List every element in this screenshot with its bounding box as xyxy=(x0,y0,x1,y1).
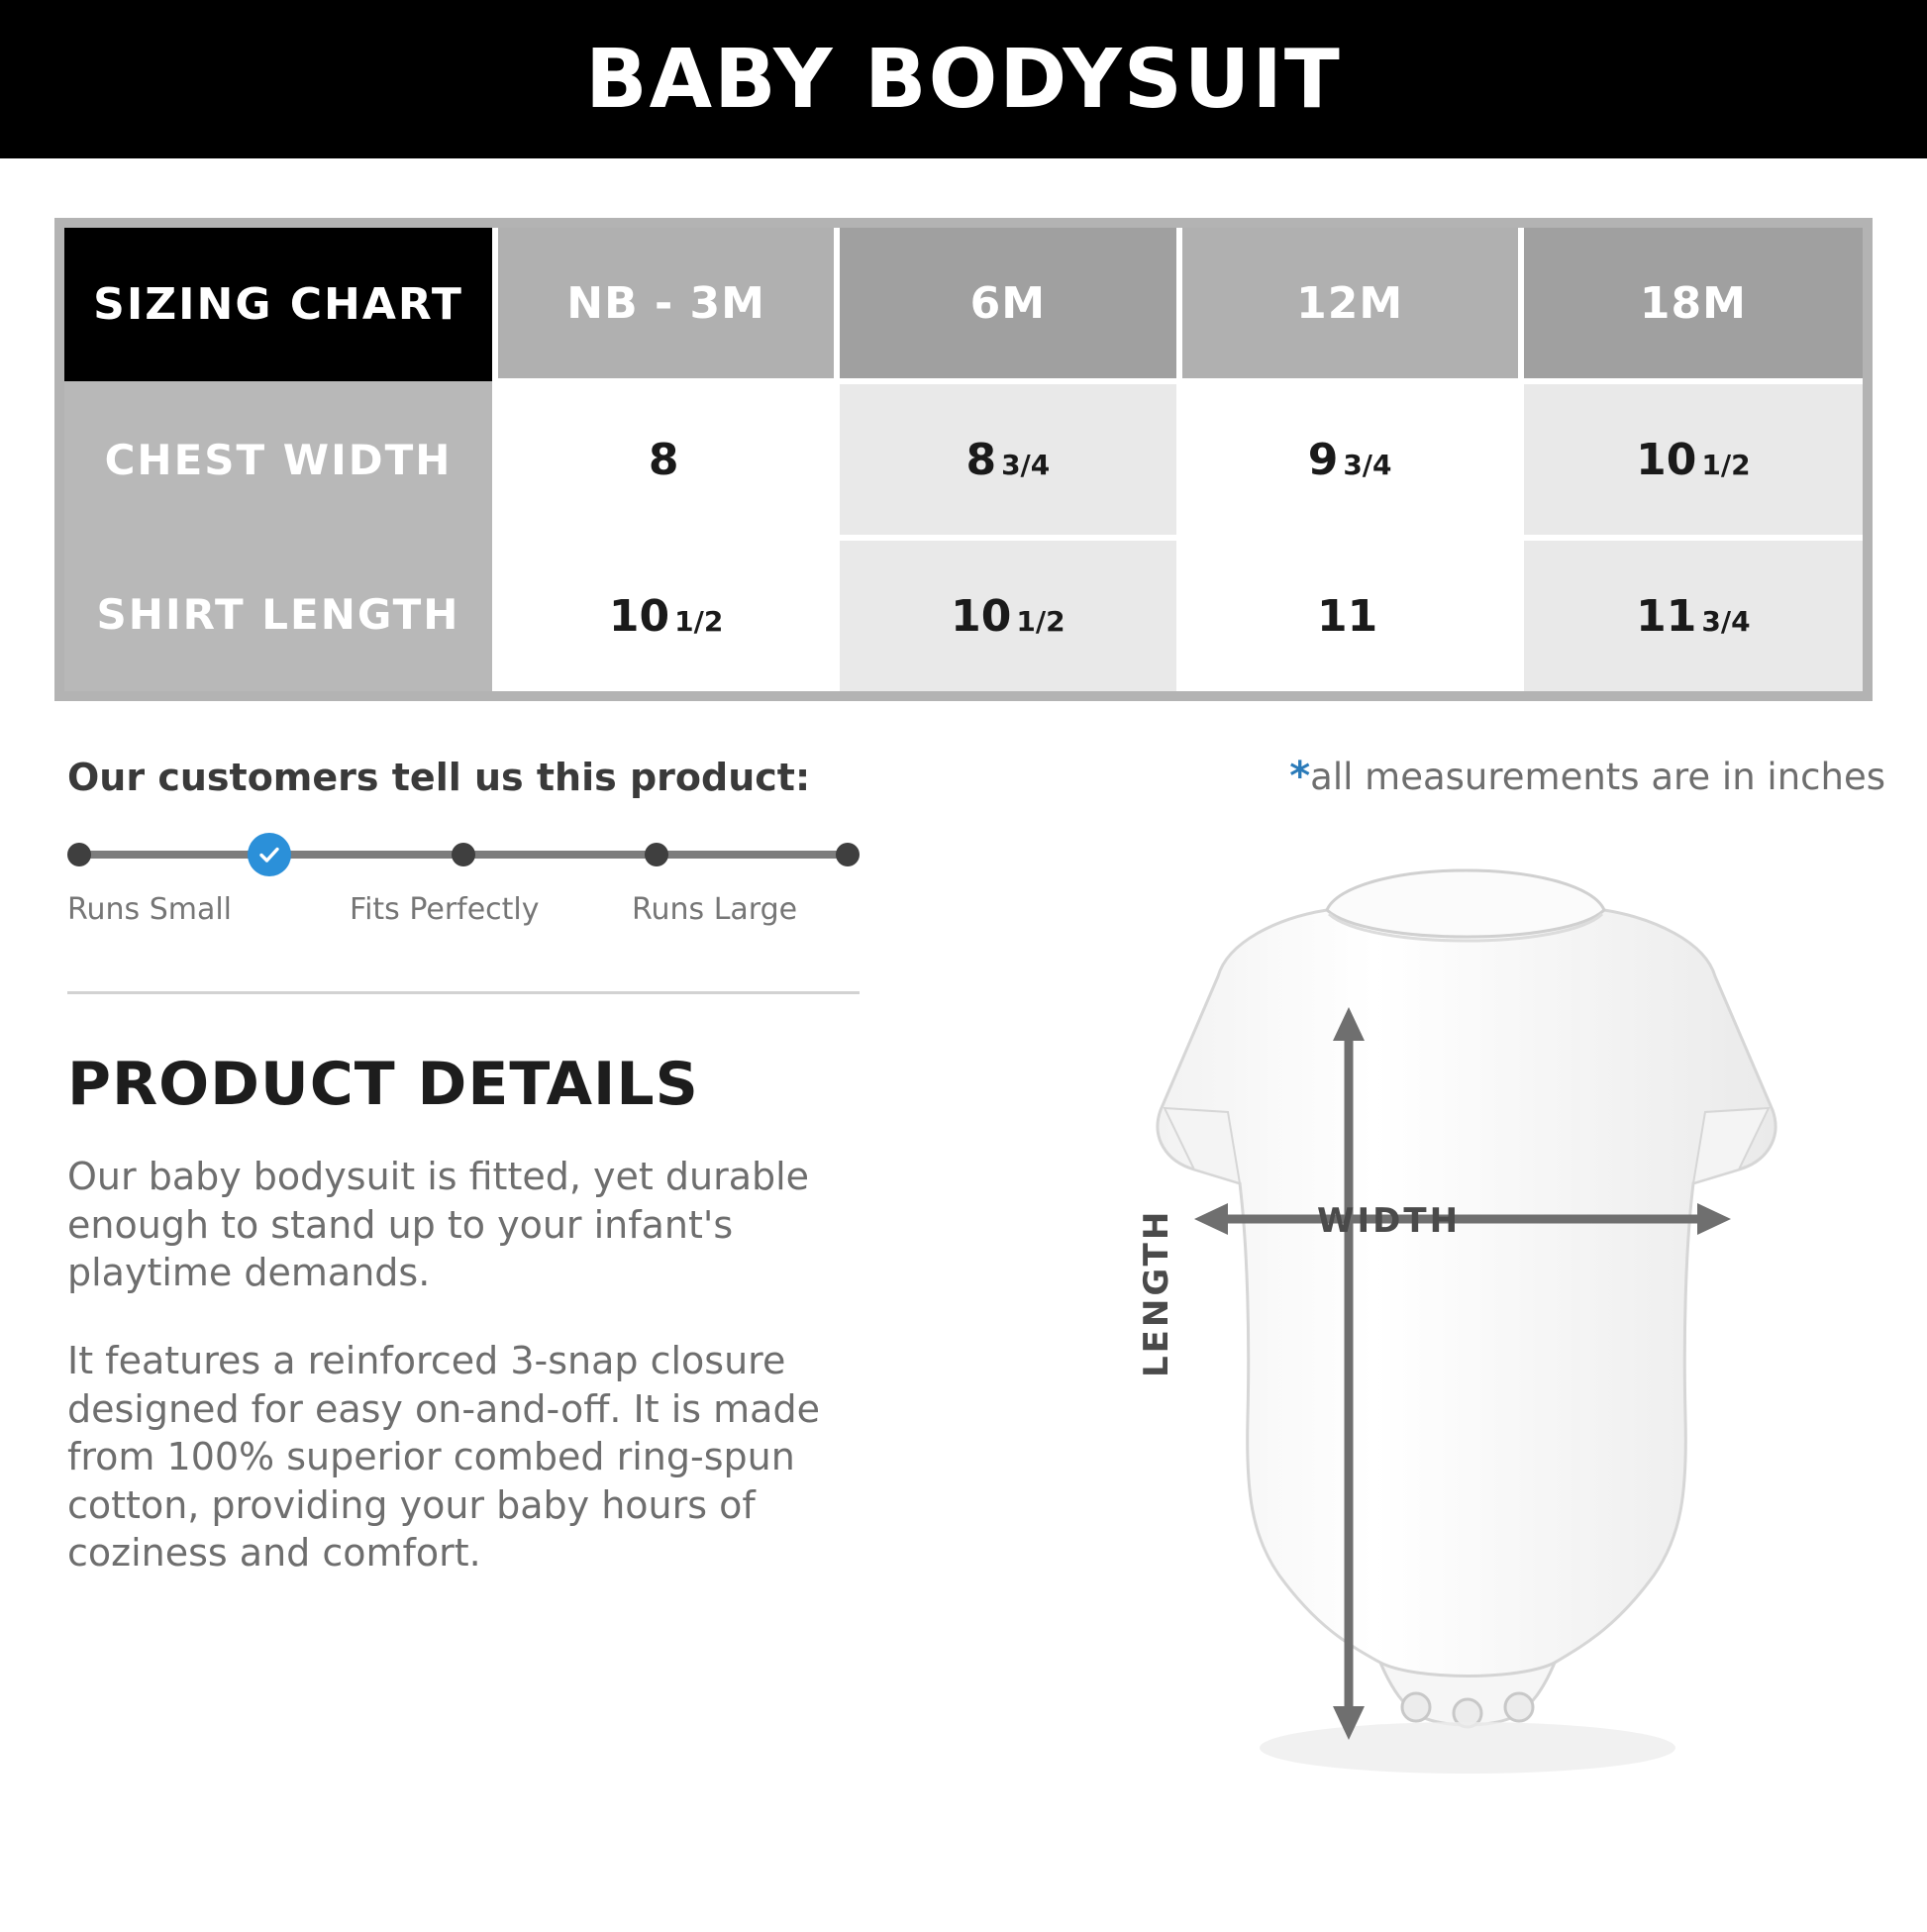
slider-dot-selected[interactable] xyxy=(248,833,291,876)
size-header-18m: 18M xyxy=(1521,228,1863,381)
width-label: WIDTH xyxy=(1317,1201,1462,1241)
slider-dot-fits-perfectly[interactable] xyxy=(452,843,475,866)
product-details-paragraph-1: Our baby bodysuit is fitted, yet durable enough to stand up to your infant's playtime demands. xyxy=(67,1155,810,1295)
slider-dot-runs-small[interactable] xyxy=(67,843,91,866)
cell-chest-12m xyxy=(1179,381,1521,538)
cell-value: 10 xyxy=(951,590,1012,642)
sizing-chart-corner-label: SIZING CHART xyxy=(64,228,495,381)
table-row xyxy=(64,538,1863,691)
product-details-paragraph-2: It features a reinforced 3-snap closure designed for easy on-and-off. It is made from 100% superior combed ring-spun cotton, providing your baby hours of coziness and comfort. xyxy=(67,1338,820,1576)
slider-dot-runs-large[interactable] xyxy=(836,843,860,866)
cell-fraction: 3/4 xyxy=(1001,448,1051,481)
cell-length-6m xyxy=(837,538,1178,691)
product-details-title: PRODUCT DETAILS xyxy=(67,1050,699,1119)
size-header-nb3m: NB - 3M xyxy=(495,228,837,381)
size-header-12m: 12M xyxy=(1179,228,1521,381)
row-label-shirt-length: SHIRT LENGTH xyxy=(64,538,495,691)
cell-chest-nb3m xyxy=(495,381,837,538)
left-column xyxy=(0,746,911,1932)
fit-feedback-slider[interactable] xyxy=(67,835,860,874)
cell-chest-6m xyxy=(837,381,1178,538)
cell-value: 11 xyxy=(1317,590,1378,642)
page-title: BABY BODYSUIT xyxy=(585,32,1342,127)
cell-length-18m xyxy=(1521,538,1863,691)
cell-fraction: 1/2 xyxy=(1016,604,1065,638)
cell-fraction: 3/4 xyxy=(1343,448,1392,481)
cell-value: 10 xyxy=(608,590,670,642)
cell-length-nb3m xyxy=(495,538,837,691)
slider-label-runs-large: Runs Large xyxy=(632,892,798,927)
section-divider xyxy=(67,991,860,994)
right-column xyxy=(911,746,1927,1932)
lower-content xyxy=(0,746,1927,1932)
cell-chest-18m xyxy=(1521,381,1863,538)
sizing-chart-table xyxy=(54,218,1873,701)
cell-value: 9 xyxy=(1307,434,1339,485)
cell-fraction: 3/4 xyxy=(1701,604,1751,638)
fit-feedback-heading: Our customers tell us this product: xyxy=(67,756,811,799)
table-header-row xyxy=(64,228,1863,381)
snap-icon xyxy=(1402,1693,1430,1721)
slider-label-runs-small: Runs Small xyxy=(67,892,233,927)
snap-icon xyxy=(1505,1693,1533,1721)
row-label-chest-width: CHEST WIDTH xyxy=(64,381,495,538)
slider-labels xyxy=(67,892,860,942)
length-label: LENGTH xyxy=(1137,1208,1176,1377)
garment-diagram xyxy=(901,823,1911,1932)
cell-fraction: 1/2 xyxy=(1701,448,1751,481)
cell-fraction: 1/2 xyxy=(674,604,724,638)
asterisk-icon: * xyxy=(1289,754,1311,799)
measurements-note-text: all measurements are in inches xyxy=(1310,756,1885,798)
slider-label-fits-perfectly: Fits Perfectly xyxy=(350,892,540,927)
cell-value: 11 xyxy=(1636,590,1697,642)
slider-dot-mid-large[interactable] xyxy=(645,843,668,866)
check-icon xyxy=(256,842,282,867)
table-row xyxy=(64,381,1863,538)
cell-value: 8 xyxy=(648,434,679,485)
cell-value: 10 xyxy=(1636,434,1697,485)
baby-bodysuit-illustration xyxy=(901,823,1911,1892)
cell-length-12m xyxy=(1179,538,1521,691)
cell-value: 8 xyxy=(965,434,997,485)
measurements-note xyxy=(911,746,1927,799)
size-header-6m: 6M xyxy=(837,228,1178,381)
page-header xyxy=(0,0,1927,158)
